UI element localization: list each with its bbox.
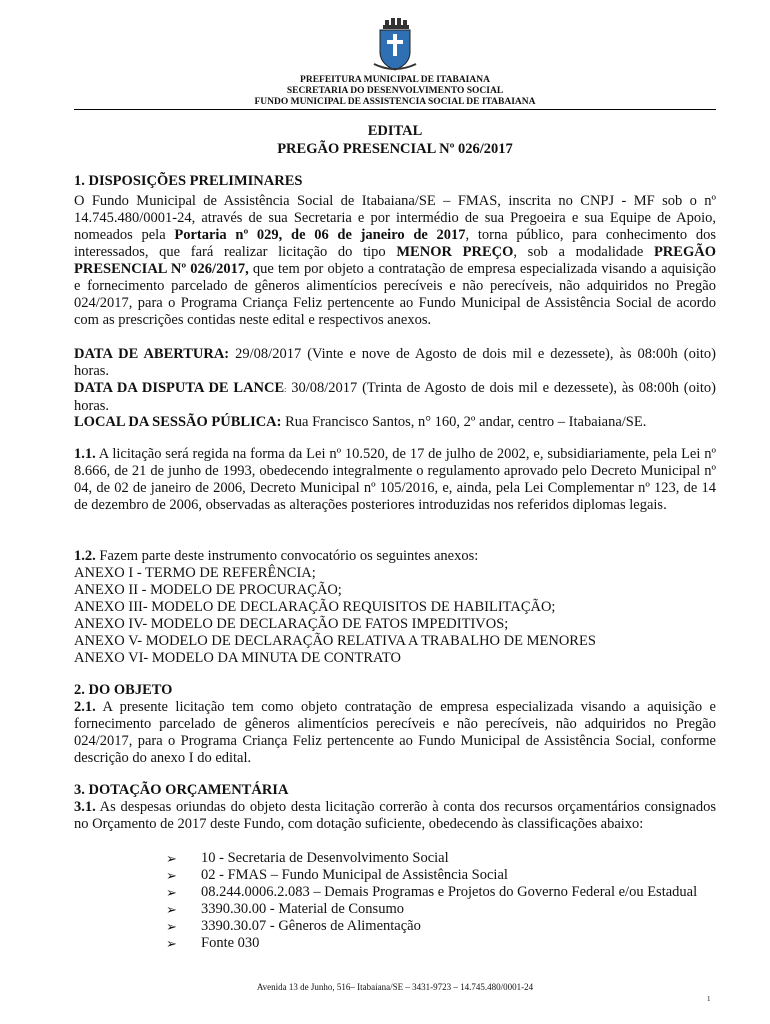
data-disputa xyxy=(74,380,716,415)
section-1-intro-paragraph xyxy=(74,193,716,329)
footer-address: Avenida 13 de Junho, 516– Itabaiana/SE – 3431-9723 – 14.745.480/0001-24 xyxy=(256,982,534,992)
data-disputa-colon: : xyxy=(284,385,287,394)
data-abertura xyxy=(74,346,716,380)
paragraph-3-1-number: 3.1. xyxy=(74,799,96,815)
arrow-bullet-icon: ➢ xyxy=(166,885,177,900)
list-item xyxy=(166,850,726,867)
paragraph-1-2 xyxy=(74,548,716,565)
list-item xyxy=(166,901,726,918)
annex-list xyxy=(74,565,716,667)
paragraph-1-2-number: 1.2. xyxy=(74,548,96,564)
paragraph-1-2-text: Fazem parte deste instrumento convocatório os seguintes anexos: xyxy=(95,548,479,564)
paragraph-2-1-text: A presente licitação tem como objeto contratação de empresa especializada visando a aquisição e fornecimento parcelado de gêneros alimentícios perecíveis e não perecíveis, não adquiridos no Pregão 024/2017, para o Programa Criança Feliz pertencente ao Fundo Municipal de Assistência Social, conforme descrição do anexo I do edital. xyxy=(74,699,716,766)
local-sessao-label: LOCAL DA SESSÃO PÚBLICA: xyxy=(74,414,282,430)
list-item-text: 10 - Secretaria de Desenvolvimento Social xyxy=(201,850,449,866)
intro-text-c: , torna público, para conhecimento dos interessados, que fará realizar licitação do tipo xyxy=(74,227,716,260)
section-1-heading: 1. DISPOSIÇÕES PRELIMINARES xyxy=(74,173,303,189)
arrow-bullet-icon: ➢ xyxy=(166,902,177,917)
header-divider xyxy=(74,109,716,110)
list-item-text: 3390.30.07 - Gêneros de Alimentação xyxy=(201,918,421,934)
annex-item: ANEXO II - MODELO DE PROCURAÇÃO; xyxy=(74,582,342,598)
annex-item: ANEXO IV- MODELO DE DECLARAÇÃO DE FATOS IMPEDITIVOS; xyxy=(74,616,509,632)
paragraph-1-1 xyxy=(74,446,716,514)
modalidade-pregao: PREGÃO PRESENCIAL Nº 026/2017, xyxy=(74,244,716,277)
list-item-text: 02 - FMAS – Fundo Municipal de Assistência Social xyxy=(201,867,508,883)
tipo-menor-preco: MENOR PREÇO xyxy=(396,244,514,260)
header-prefeitura: PREFEITURA MUNICIPAL DE ITABAIANA xyxy=(300,75,490,85)
paragraph-3-1-text: As despesas oriundas do objeto desta licitação correrão à conta dos recursos orçamentários consignados no Orçamento de 2017 deste Fundo, com dotação suficiente, obedecendo às classificações abaixo: xyxy=(74,799,716,832)
doc-title: EDITAL xyxy=(367,123,423,139)
data-abertura-label: DATA DE ABERTURA: xyxy=(74,346,230,362)
paragraph-1-1-number: 1.1. xyxy=(74,446,96,462)
intro-text-a: O Fundo Municipal de Assistência Social de Itabaiana/SE – FMAS, inscrita no CNPJ - MF sob o nº 14.745.480/0001-24, através de sua Secretaria e por intermédio de sua Pregoeira e sua Equipe de Apoio, nomeados pela xyxy=(74,193,716,243)
section-3-heading: 3. DOTAÇÃO ORÇAMENTÁRIA xyxy=(74,782,289,798)
list-item-text: Fonte 030 xyxy=(201,935,260,951)
municipal-crest-icon xyxy=(370,18,420,74)
arrow-bullet-icon: ➢ xyxy=(166,851,177,866)
portaria-ref: Portaria nº 029, de 06 de janeiro de 2017 xyxy=(174,227,466,243)
header-secretaria: SECRETARIA DO DESENVOLVIMENTO SOCIAL xyxy=(286,86,504,96)
list-item xyxy=(166,935,726,952)
page-number: 1 xyxy=(707,995,711,1003)
annex-item: ANEXO V- MODELO DE DECLARAÇÃO RELATIVA A TRABALHO DE MENORES xyxy=(74,633,596,649)
list-item-text: 3390.30.00 - Material de Consumo xyxy=(201,901,404,917)
arrow-bullet-icon: ➢ xyxy=(166,936,177,951)
list-item xyxy=(166,918,726,935)
list-item-text: 08.244.0006.2.083 – Demais Programas e Projetos do Governo Federal e/ou Estadual xyxy=(201,884,698,900)
paragraph-2-1 xyxy=(74,699,716,767)
intro-text-g: que tem por objeto a contratação de empresa especializada visando a aquisição e fornecimento parcelado de gêneros alimentícios perecíveis e não perecíveis, não adquiridos no Pregão 024/2017, para o Programa Criança Feliz pertencente ao Fundo Municipal de Assistência Social de acordo com as prescrições contidas neste edital e respectivos anexos. xyxy=(74,261,716,328)
arrow-bullet-icon: ➢ xyxy=(166,868,177,883)
data-disputa-label: DATA DA DISPUTA DE LANCE xyxy=(74,380,285,396)
paragraph-2-1-number: 2.1. xyxy=(74,699,96,715)
header-fundo: FUNDO MUNICIPAL DE ASSISTENCIA SOCIAL DE ITABAIANA xyxy=(254,97,536,107)
paragraph-3-1 xyxy=(74,799,716,833)
annex-item: ANEXO III- MODELO DE DECLARAÇÃO REQUISITOS DE HABILITAÇÃO; xyxy=(74,599,556,615)
budget-classification-list xyxy=(166,850,726,952)
list-item xyxy=(166,867,726,884)
data-abertura-value: 29/08/2017 (Vinte e nove de Agosto de dois mil e dezessete), às 08:00h (oito) horas. xyxy=(74,346,717,379)
arrow-bullet-icon: ➢ xyxy=(166,919,177,934)
annex-item: ANEXO I - TERMO DE REFERÊNCIA; xyxy=(74,565,316,581)
paragraph-1-1-text: A licitação será regida na forma da Lei nº 10.520, de 17 de julho de 2002, e, subsidiariamente, pela Lei nº 8.666, de 21 de junho de 1993, obedecendo integralmente o regulamento aprovado pelo Decreto Municipal nº 04, de 02 de janeiro de 2006, Decreto Municipal nº 105/2016, e, ainda, pela Lei Complementar nº 123, de 14 de dezembro de 2006, observadas as alterações posteriores introduzidas nos referidos diplomas legais. xyxy=(74,446,716,513)
list-item xyxy=(166,884,726,901)
local-sessao-value: Rua Francisco Santos, n° 160, 2º andar, centro – Itabaiana/SE. xyxy=(281,414,647,430)
annex-item: ANEXO VI- MODELO DA MINUTA DE CONTRATO xyxy=(74,650,401,666)
doc-subtitle: PREGÃO PRESENCIAL Nº 026/2017 xyxy=(277,141,513,157)
data-disputa-value: 30/08/2017 (Trinta de Agosto de dois mil e dezessete), às 08:00h (oito) horas. xyxy=(74,380,717,414)
intro-text-e: , sob a modalidade xyxy=(513,244,654,260)
section-2-heading: 2. DO OBJETO xyxy=(74,682,173,698)
local-sessao xyxy=(74,414,716,431)
